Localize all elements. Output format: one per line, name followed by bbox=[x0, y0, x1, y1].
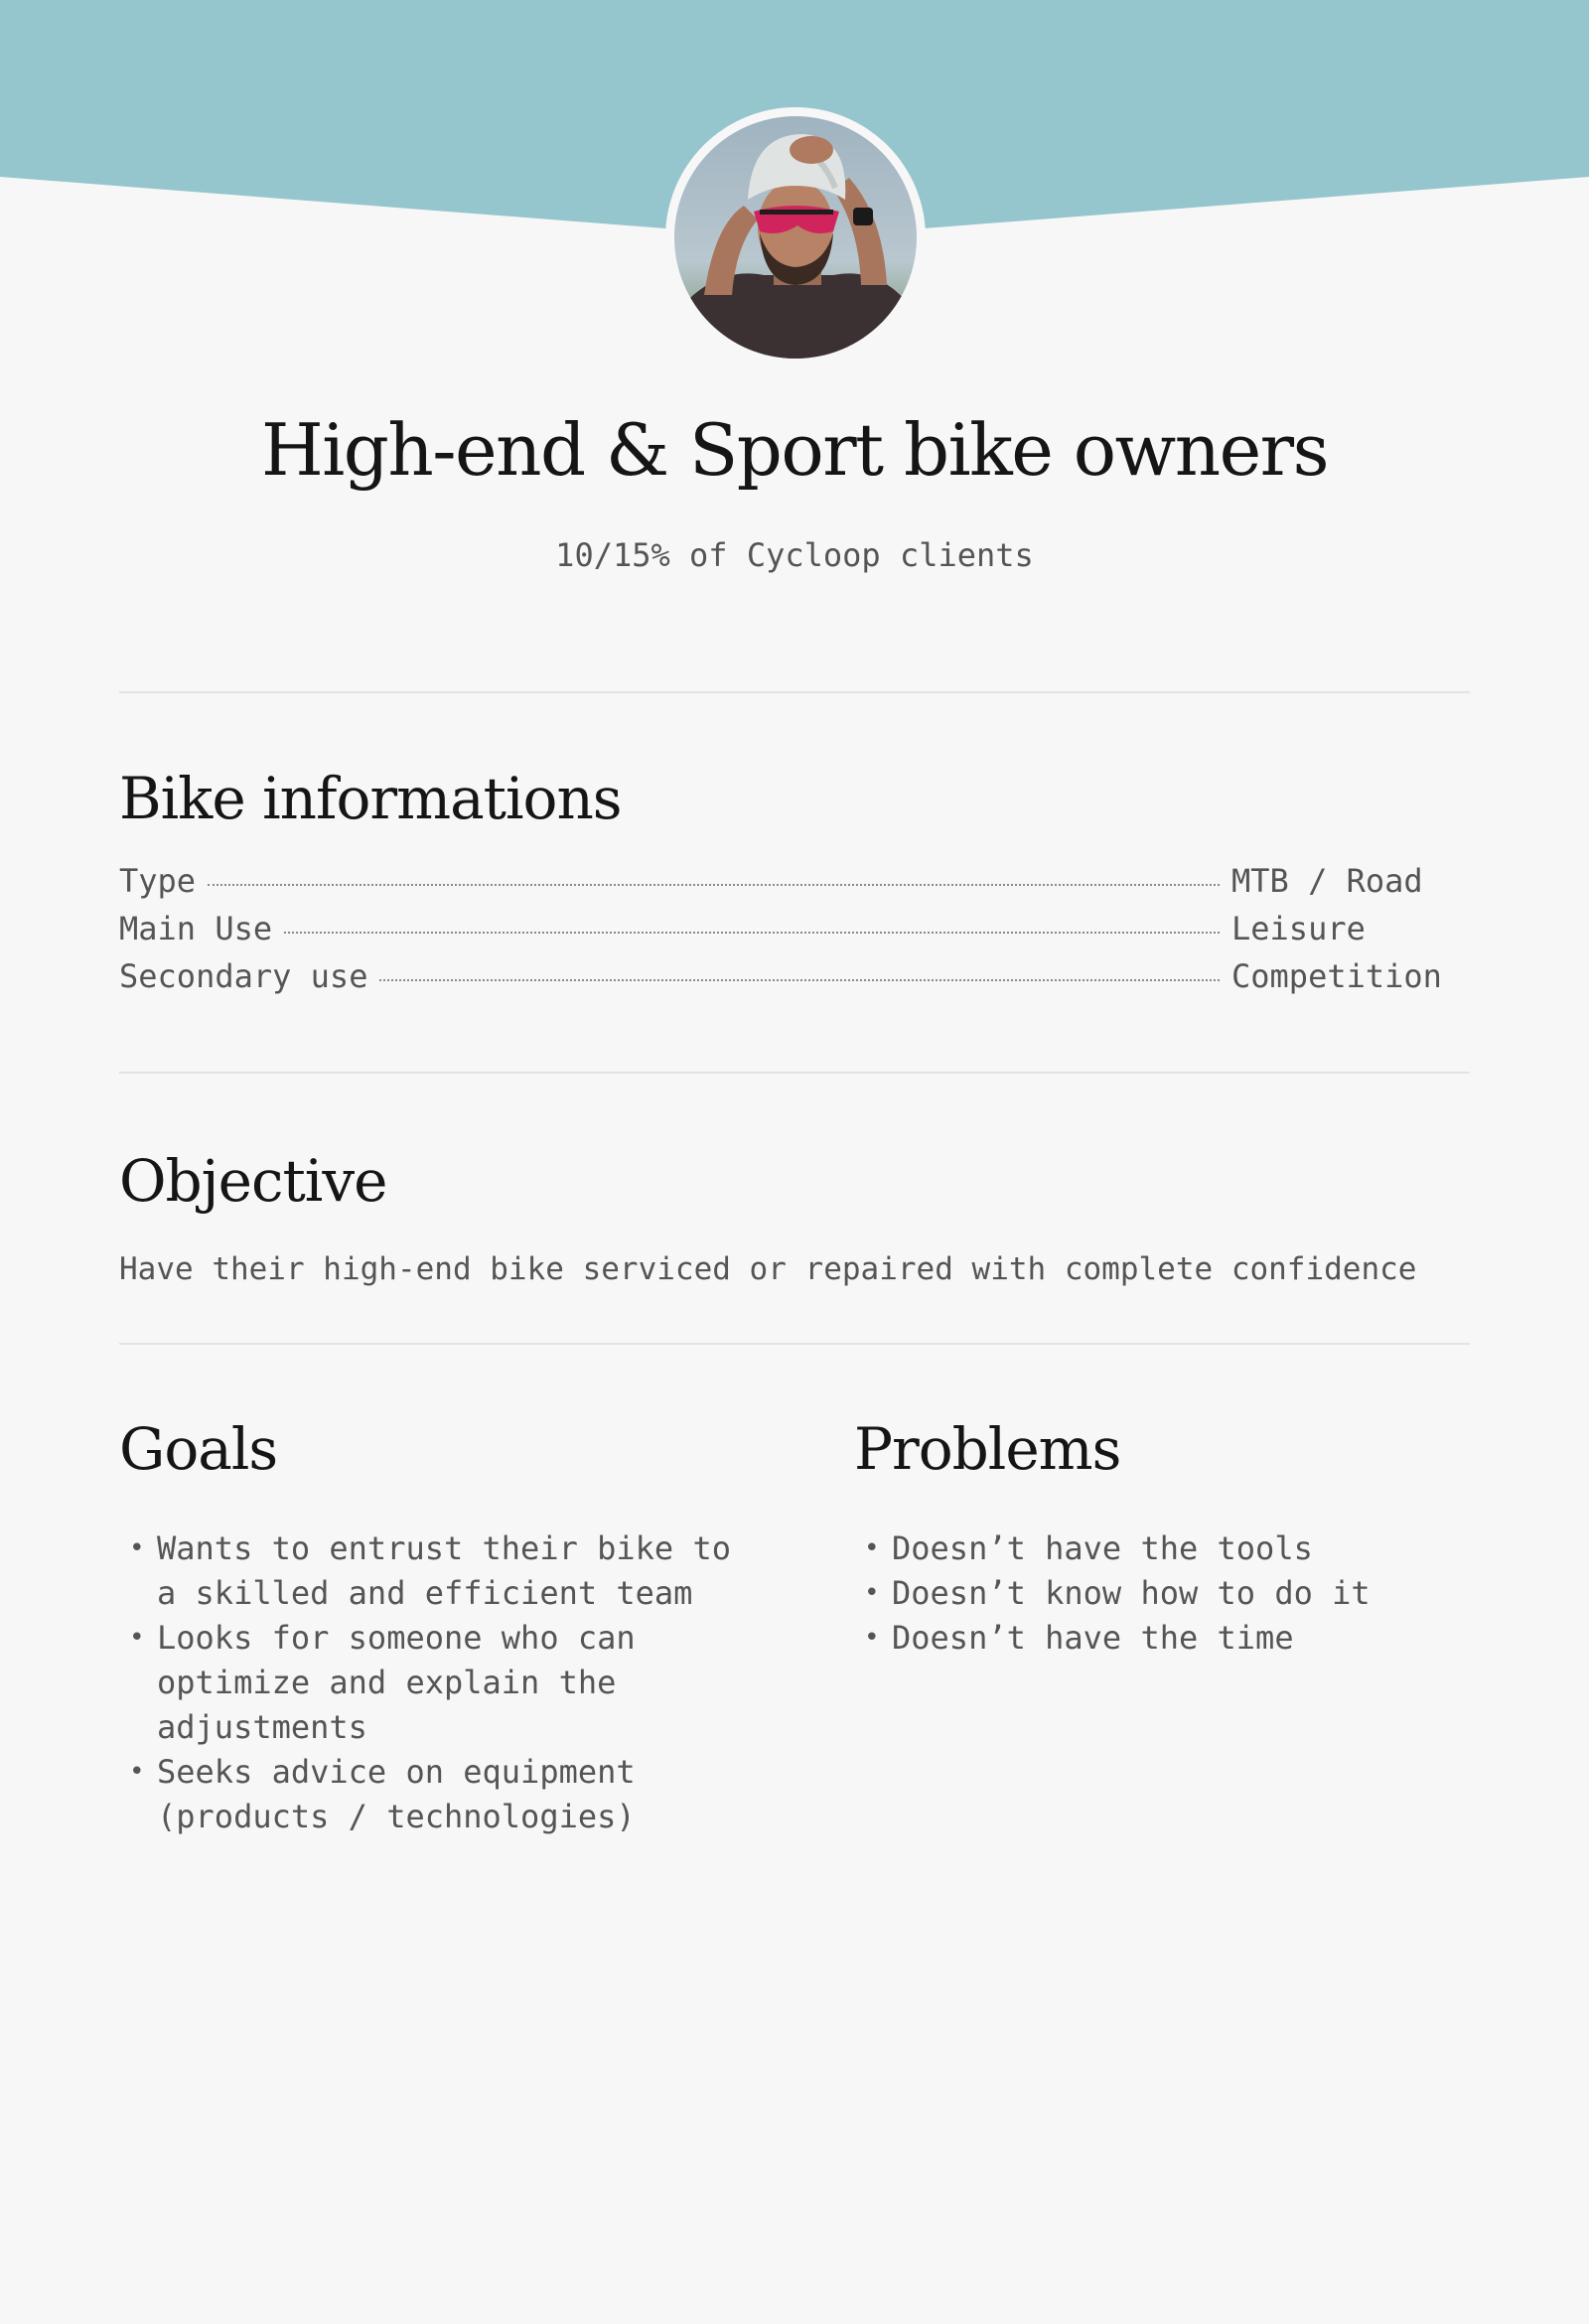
info-value: Leisure bbox=[1231, 910, 1366, 947]
info-row-main-use bbox=[119, 910, 1440, 957]
info-label: Main Use bbox=[119, 910, 273, 947]
problems-title: Problems bbox=[854, 1415, 1121, 1483]
dot-leader bbox=[379, 979, 1220, 981]
list-item: • Doesn’t have the time bbox=[854, 1616, 1470, 1661]
page-title: High-end & Sport bike owners bbox=[260, 408, 1329, 492]
cyclist-portrait-icon bbox=[674, 116, 917, 359]
info-value: Competition bbox=[1231, 957, 1442, 995]
list-item: • Doesn’t have the tools bbox=[854, 1526, 1470, 1571]
info-label: Secondary use bbox=[119, 957, 368, 995]
list-item: • Wants to entrust their bike to a skilled and efficient team bbox=[119, 1526, 755, 1616]
dot-leader bbox=[284, 932, 1220, 934]
objective-title: Objective bbox=[119, 1147, 387, 1215]
divider bbox=[119, 1343, 1470, 1345]
page-subtitle: 10/15% of Cycloop clients bbox=[555, 536, 1034, 574]
info-row-secondary-use bbox=[119, 957, 1440, 1005]
divider bbox=[119, 691, 1470, 693]
bike-info-title: Bike informations bbox=[119, 765, 622, 832]
list-item: • Seeks advice on equipment (products / technologies) bbox=[119, 1750, 755, 1839]
info-row-type bbox=[119, 862, 1440, 910]
avatar bbox=[665, 107, 926, 367]
goals-title: Goals bbox=[119, 1415, 278, 1483]
dot-leader bbox=[208, 884, 1220, 886]
goals-list bbox=[119, 1526, 755, 1839]
list-item: • Looks for someone who can optimize and explain the adjustments bbox=[119, 1616, 755, 1750]
divider bbox=[119, 1072, 1470, 1074]
objective-text: Have their high-end bike serviced or repaired with complete confidence bbox=[119, 1251, 1417, 1287]
info-value: MTB / Road bbox=[1231, 862, 1423, 900]
list-item: • Doesn’t know how to do it bbox=[854, 1571, 1470, 1616]
info-label: Type bbox=[119, 862, 197, 900]
bike-info-list bbox=[119, 862, 1440, 1005]
problems-list bbox=[854, 1526, 1470, 1661]
